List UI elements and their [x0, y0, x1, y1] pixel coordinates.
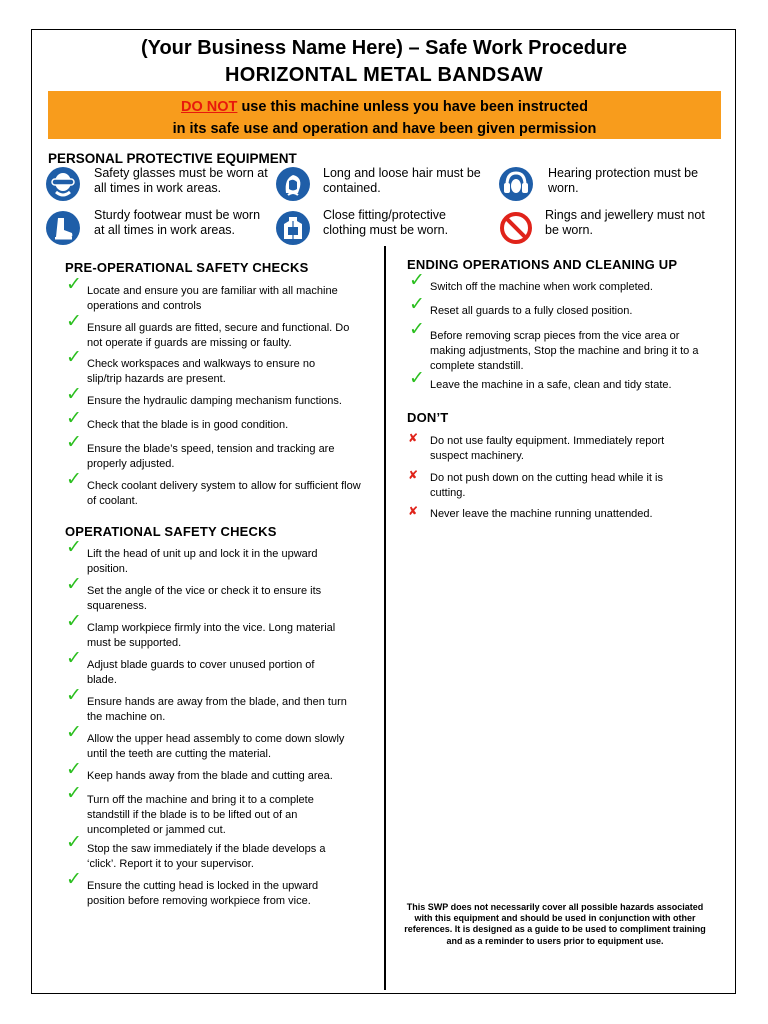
- check-icon: ✓: [66, 468, 82, 490]
- check-icon: ✓: [409, 269, 425, 291]
- list-item: ✓ Ensure all guards are fitted, secure and functional. Do not operate if guards are missing or faulty.: [66, 310, 350, 349]
- pre-operational-title: PRE-OPERATIONAL SAFETY CHECKS: [65, 260, 309, 275]
- protective-clothing-icon: [276, 211, 310, 245]
- list-item: ✓ Adjust blade guards to cover unused portion of blade.: [66, 647, 315, 686]
- list-item: ✓ Before removing scrap pieces from the vice area or making adjustments, Stop the machine and bring it to a complete standstill.: [409, 318, 699, 372]
- list-item: ✓ Ensure hands are away from the blade, and then turn the machine on.: [66, 684, 347, 723]
- check-icon: ✓: [409, 367, 425, 389]
- check-icon: ✓: [66, 407, 82, 429]
- list-item: ✓ Check workspaces and walkways to ensure no slip/trip hazards are present.: [66, 346, 316, 385]
- list-item: ✘ Do not push down on the cutting head while it is cutting.: [408, 468, 663, 499]
- check-icon: ✓: [66, 758, 82, 780]
- cross-icon: ✘: [408, 431, 419, 445]
- list-item: ✓ Reset all guards to a fully closed position.: [409, 293, 633, 317]
- check-icon: ✓: [66, 346, 82, 368]
- ppe-text-hair: Long and loose hair must be contained.: [323, 166, 481, 195]
- ppe-text-glasses: Safety glasses must be worn at all times in work areas.: [94, 166, 268, 195]
- check-icon: ✓: [66, 868, 82, 890]
- check-icon: ✓: [66, 273, 82, 295]
- check-icon: ✓: [409, 318, 425, 340]
- list-item: ✓ Switch off the machine when work completed.: [409, 269, 653, 293]
- check-icon: ✓: [66, 684, 82, 706]
- check-icon: ✓: [66, 383, 82, 405]
- list-item: ✓ Clamp workpiece firmly into the vice. Long material must be supported.: [66, 610, 336, 649]
- disclaimer: This SWP does not necessarily cover all possible hazards associated with this equipment and should be used in conjunction with other references. It is designed as a guide to be used to compliment training and as a reminder to users prior to equipment use.: [404, 902, 706, 946]
- safety-glasses-icon: [46, 167, 80, 201]
- list-item: ✓ Check that the blade is in good condition.: [66, 407, 289, 431]
- warning-line-1-text: use this machine unless you have been instructed: [237, 99, 588, 115]
- hearing-protection-icon: [499, 167, 533, 201]
- column-divider: [384, 246, 386, 990]
- check-icon: ✓: [66, 431, 82, 453]
- check-icon: ✓: [66, 536, 82, 558]
- check-icon: ✓: [66, 831, 82, 853]
- machine-name: HORIZONTAL METAL BANDSAW: [225, 64, 543, 86]
- long-hair-icon: [276, 167, 310, 201]
- cross-icon: ✘: [408, 468, 419, 482]
- operational-title: OPERATIONAL SAFETY CHECKS: [65, 524, 277, 539]
- list-item: ✓ Allow the upper head assembly to come down slowly until the teeth are cutting the material.: [66, 721, 345, 760]
- do-not-emphasis: DO NOT: [181, 99, 238, 115]
- check-icon: ✓: [409, 293, 425, 315]
- list-item: ✓ Stop the saw immediately if the blade develops a ‘click’. Report it to your supervisor.: [66, 831, 326, 870]
- check-icon: ✓: [66, 610, 82, 632]
- list-item: ✓ Set the angle of the vice or check it to ensure its squareness.: [66, 573, 322, 612]
- safety-footwear-icon: [46, 211, 80, 245]
- list-item: ✓ Locate and ensure you are familiar with all machine operations and controls: [66, 273, 338, 312]
- check-icon: ✓: [66, 310, 82, 332]
- list-item: ✓ Leave the machine in a safe, clean and tidy state.: [409, 367, 672, 391]
- cross-icon: ✘: [408, 504, 419, 518]
- ppe-text-clothing: Close fitting/protective clothing must be worn.: [323, 208, 449, 237]
- check-icon: ✓: [66, 721, 82, 743]
- list-item: ✓ Ensure the hydraulic damping mechanism functions.: [66, 383, 342, 407]
- warning-line-1: [48, 96, 721, 118]
- list-item: ✘ Never leave the machine running unattended.: [408, 504, 653, 520]
- ppe-text-footwear: Sturdy footwear must be worn at all times in work areas.: [94, 208, 261, 237]
- ppe-text-jewellery: Rings and jewellery must not be worn.: [545, 208, 705, 237]
- warning-banner: [48, 91, 721, 139]
- list-item: ✓ Lift the head of unit up and lock it in the upward position.: [66, 536, 318, 575]
- ppe-text-hearing: Hearing protection must be worn.: [548, 166, 699, 195]
- list-item: ✓ Check coolant delivery system to allow for sufficient flow of coolant.: [66, 468, 361, 507]
- list-item: ✓ Ensure the blade’s speed, tension and tracking are properly adjusted.: [66, 431, 335, 470]
- ending-operations-title: ENDING OPERATIONS AND CLEANING UP: [407, 257, 678, 272]
- list-item: ✓ Keep hands away from the blade and cutting area.: [66, 758, 333, 782]
- check-icon: ✓: [66, 782, 82, 804]
- list-item: ✓ Ensure the cutting head is locked in the upward position before removing workpiece from vice.: [66, 868, 319, 907]
- check-icon: ✓: [66, 647, 82, 669]
- warning-line-2: in its safe use and operation and have been given permission: [172, 121, 597, 137]
- list-item: ✘ Do not use faulty equipment. Immediately report suspect machinery.: [408, 431, 665, 462]
- check-icon: ✓: [66, 573, 82, 595]
- dont-title: DON’T: [407, 410, 449, 425]
- list-item: ✓ Turn off the machine and bring it to a complete standstill if the blade is to be lifted out of an uncompleted or jammed cut.: [66, 782, 314, 836]
- no-jewellery-icon: [499, 211, 533, 245]
- page-title: (Your Business Name Here) – Safe Work Procedure: [140, 37, 628, 59]
- ppe-section-title: PERSONAL PROTECTIVE EQUIPMENT: [48, 151, 297, 166]
